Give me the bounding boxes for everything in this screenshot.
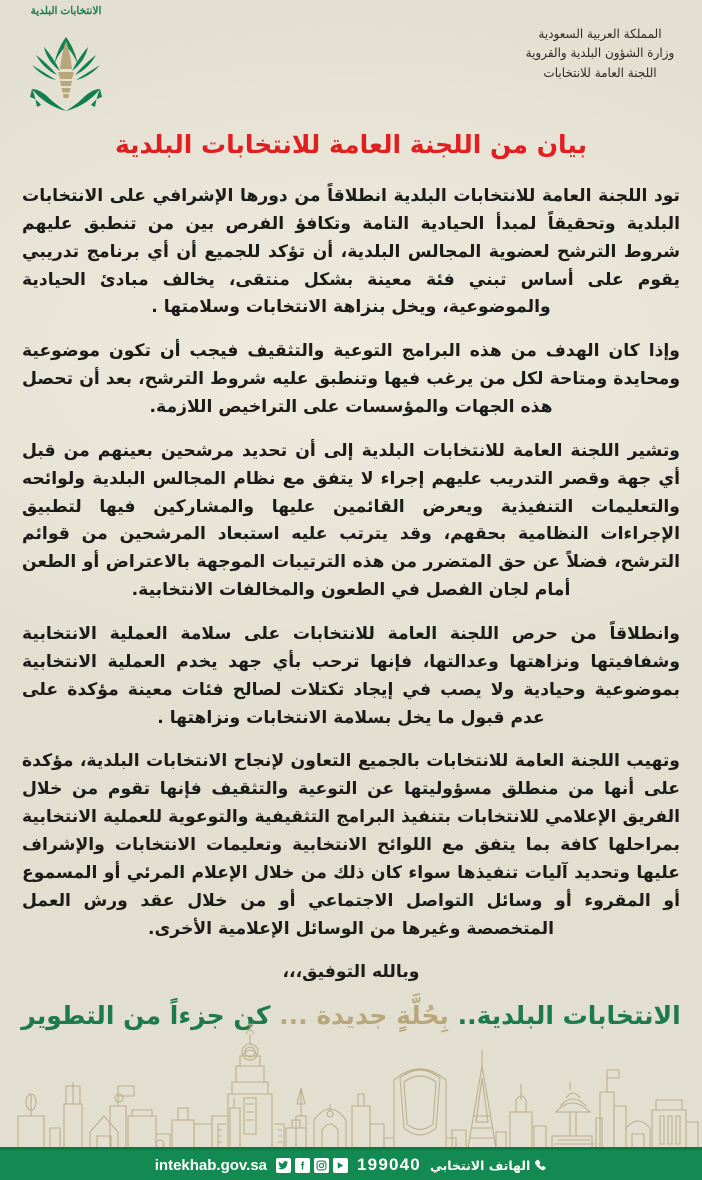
phone-number: 199040 — [357, 1155, 421, 1174]
logo-wordmark: الانتخابات البلدية — [30, 5, 102, 17]
social-links[interactable] — [276, 1158, 348, 1173]
paragraph-3: وتشير اللجنة العامة للانتخابات البلدية إلى أن تحديد مرشحين بعينهم من قبل أي جهة وقصر التدريب عليهم إجراء لا يتفق مع نظام المجالس البلدية ولوائحه والتعليمات التنفيذية ويعرض القائمين عليها والمشاركين فيها لتطبيق الإجراءات النظامية بحقهم، وقد يترتب عليه استبعاد المرشحين من قوائم الترشح، فضلاً عن حق المتضرر من هذه الترتيبات الموجهة بالاعتراض أو الطعن أمام لجان الفصل في الطعون والمخالفات الانتخابية. — [22, 440, 680, 601]
statement-body — [0, 183, 702, 987]
ministry-line-kingdom: المملكة العربية السعودية — [538, 26, 662, 41]
facebook-icon[interactable] — [295, 1158, 310, 1173]
elections-logo — [12, 6, 120, 122]
phone-label-group — [430, 1158, 547, 1173]
youtube-icon[interactable] — [333, 1158, 348, 1173]
website-link[interactable]: intekhab.gov.sa — [154, 1156, 268, 1174]
page-header — [0, 0, 702, 122]
ministry-identity — [510, 6, 690, 82]
saudi-palm-swords-emblem-icon — [16, 19, 116, 119]
page-title: بيان من اللجنة العامة للانتخابات البلدية — [114, 130, 588, 159]
riyadh-skyline-illustration-icon — [0, 1020, 702, 1150]
slogan-part-2: بِحُلَّةٍ جديدة ... — [279, 1001, 449, 1031]
footer-top-rule — [0, 1147, 702, 1150]
paragraph-5: وتهيب اللجنة العامة للانتخابات بالجميع التعاون لإنجاح الانتخابات البلدية، مؤكدة على أنها من منطلق مسؤوليتها عن التوعية والتثقيف فإنها تقوم من خلال الفريق الإعلامي للانتخابات بتنفيذ البرامج التثقيفية والتوعوية للعملية الانتخابية بمراحلها كافة بما يتفق مع اللوائح الانتخابية وتعليمات الانتخابات والإشراف عليها وتحديد آليات تنفيذها سواء كان ذلك من خلال الإعلام المرئي أو المسموع أو المقروء أو وسائل التواصل الاجتماعي أو من خلال عقد ورش العمل المتخصصة وغيرها من الوسائل الإعلامية الأخرى. — [22, 751, 680, 939]
closing-line: وبالله التوفيق،،، — [282, 962, 420, 983]
ministry-line-ministry: وزارة الشؤون البلدية والقروية — [525, 45, 675, 61]
telephone-icon — [534, 1159, 547, 1172]
ministry-line-committee: اللجنة العامة للانتخابات — [543, 64, 657, 80]
paragraph-2: وإذا كان الهدف من هذه البرامج التوعية والتثقيف فيجب أن تكون موضوعية ومحايدة ومتاحة لكل من يرغب فيها وتنطبق عليه شروط الترشح، بعد أن تحصل هذه الجهات والمؤسسات على التراخيص اللازمة. — [22, 341, 680, 418]
phone-label-text: الهاتف الانتخابي — [429, 1157, 531, 1173]
paragraph-1: تود اللجنة العامة للانتخابات البلدية انطلاقاً من دورها الإشرافي على الانتخابات البلدية وتحقيقاً لمبدأ الحيادية التامة وتكافؤ الفرص بين من تنطبق عليهم شروط الترشح لعضوية المجالس البلدية، أن تؤكد للجميع أن أي برنامج تدريبي يقوم على أساس تبني فئة معينة بشكل منتقى، يخالف مبادئ الحيادية والموضوعية، ويخل بنزاهة الانتخابات وسلامتها . — [22, 186, 680, 318]
page-footer — [0, 1150, 702, 1180]
slogan-part-3: كن جزءاً من التطوير — [21, 1001, 271, 1031]
paragraph-4: وانطلاقاً من حرص اللجنة العامة للانتخابات على سلامة العملية الانتخابية وشفافيتها ونزاهتها وعدالتها، فإنها ترحب بأي جهد يخدم العملية الانتخابية بموضوعية وحيادية ولا يصب في إيجاد تكتلات لصالح فئات معينة مؤكدة على عدم قبول ما يخل بسلامة الانتخابات ونزاهتها . — [22, 624, 680, 728]
twitter-icon[interactable] — [276, 1158, 291, 1173]
slogan-part-1: الانتخابات البلدية.. — [457, 1001, 681, 1031]
instagram-icon[interactable] — [314, 1158, 329, 1173]
